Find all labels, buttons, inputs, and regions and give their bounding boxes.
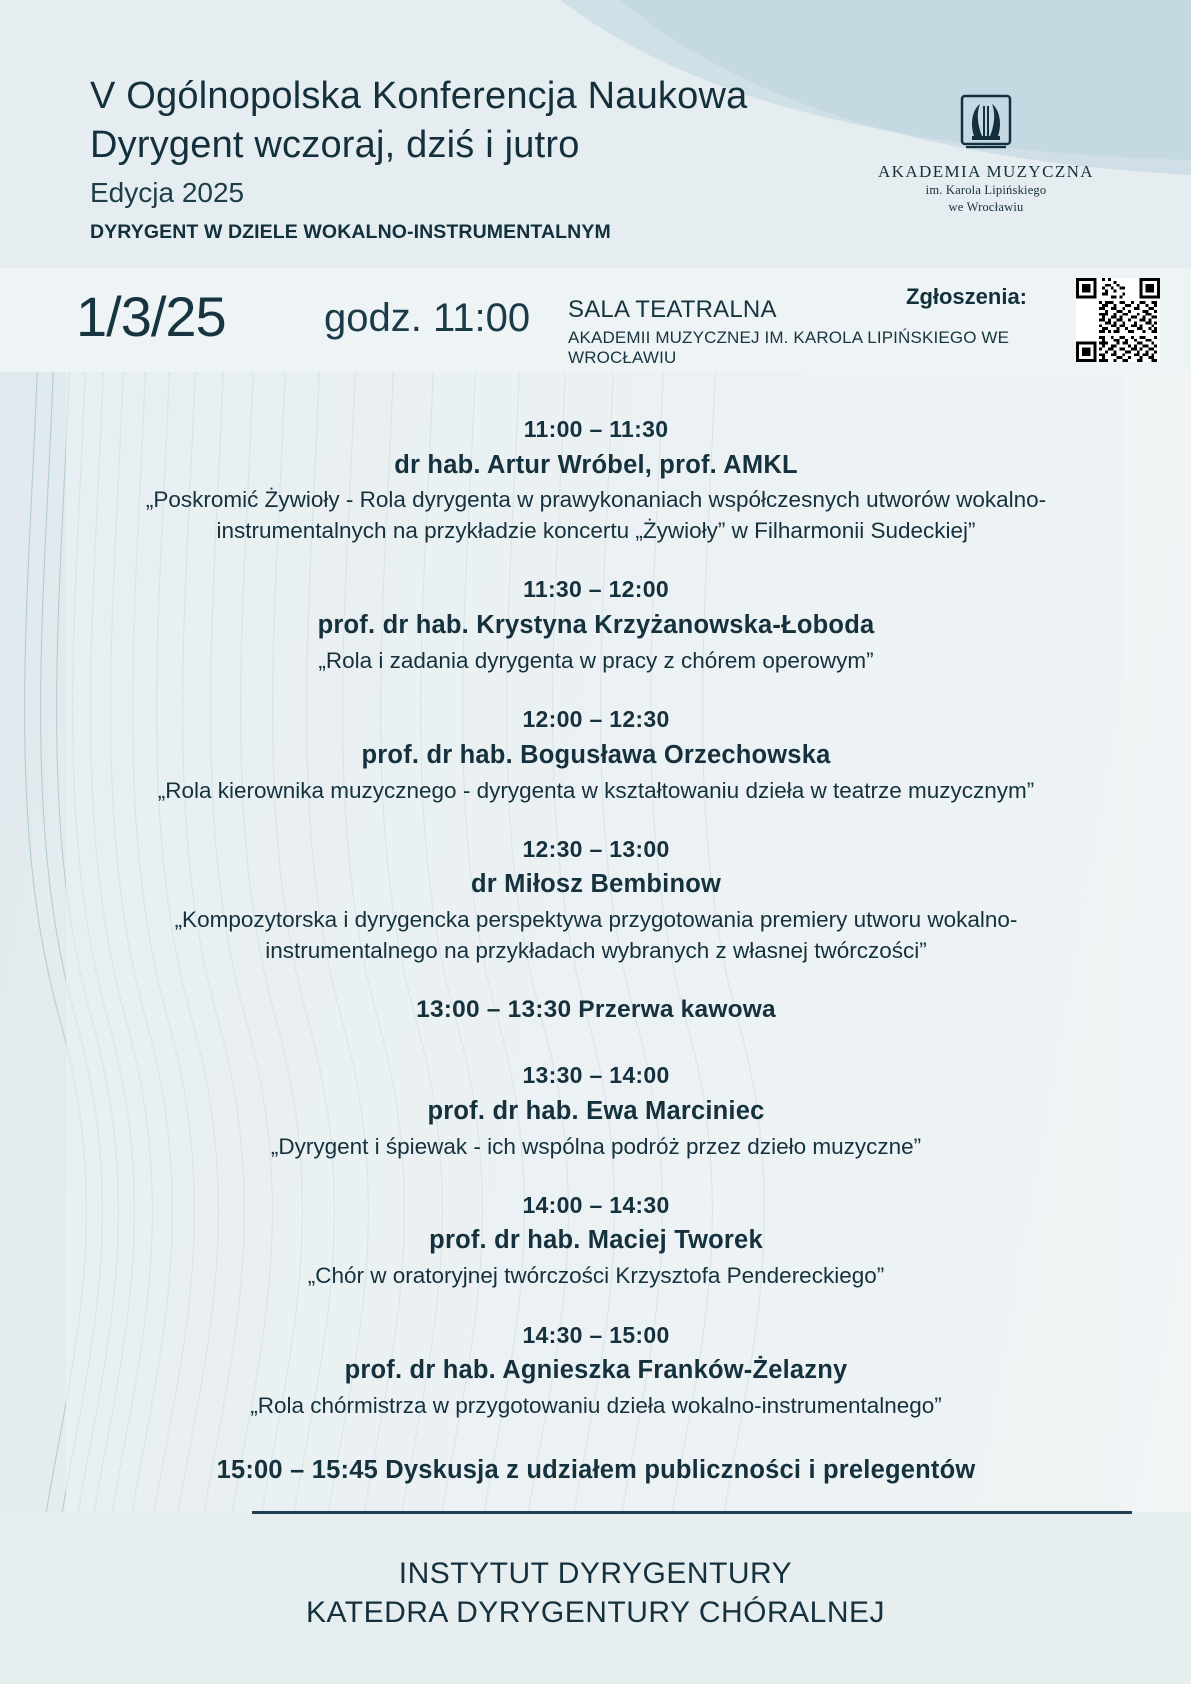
program-topic: „Dyrygent i śpiewak - ich wspólna podróż przez dzieło muzyczne” bbox=[270, 1133, 922, 1159]
program-item bbox=[86, 832, 1106, 966]
program-speaker: dr Miłosz Bembinow bbox=[470, 870, 722, 899]
qr-code-icon[interactable] bbox=[1076, 278, 1160, 362]
footer-department: KATEDRA DYRYGENTURY CHÓRALNEJ bbox=[305, 1596, 886, 1629]
event-date: 1/3/25 bbox=[76, 285, 226, 348]
program-speaker: prof. dr hab. Krystyna Krzyżanowska-Łoboda bbox=[317, 610, 875, 639]
poster-header bbox=[90, 72, 850, 244]
program-break: 13:00 – 13:30 Przerwa kawowa bbox=[416, 996, 776, 1024]
footer-divider bbox=[252, 1511, 1132, 1514]
program-item bbox=[86, 702, 1106, 806]
program-item bbox=[86, 1318, 1106, 1422]
program-time: 11:30 – 12:00 bbox=[523, 576, 669, 603]
program-speaker: prof. dr hab. Bogusława Orzechowska bbox=[361, 740, 831, 769]
academy-name: AKADEMIA MUZYCZNA bbox=[878, 162, 1094, 181]
program-speaker: prof. dr hab. Agnieszka Franków-Żelazny bbox=[344, 1356, 848, 1385]
conference-edition: Edycja 2025 bbox=[90, 177, 245, 209]
program-time: 12:30 – 13:00 bbox=[522, 835, 670, 862]
program-topic: „Rola i zadania dyrygenta w pracy z chórem operowym” bbox=[318, 647, 874, 673]
event-date-row bbox=[76, 284, 1116, 367]
program-time: 13:30 – 14:00 bbox=[522, 1062, 670, 1089]
program-item bbox=[86, 1188, 1106, 1292]
academy-logo bbox=[871, 92, 1101, 216]
academy-patron: im. Karola Lipińskiego bbox=[925, 183, 1047, 197]
program-speaker: prof. dr hab. Ewa Marciniec bbox=[427, 1096, 765, 1125]
conference-title-line2: Dyrygent wczoraj, dziś i jutro bbox=[90, 123, 580, 166]
footer-institute: INSTYTUT DYRYGENTURY bbox=[398, 1557, 793, 1590]
program-topic: „Chór w oratoryjnej twórczości Krzysztofa Pendereckiego” bbox=[307, 1263, 885, 1289]
program-time: 11:00 – 11:30 bbox=[523, 416, 669, 442]
academy-city: we Wrocławiu bbox=[948, 199, 1024, 214]
program-time: 14:30 – 15:00 bbox=[522, 1321, 670, 1348]
program-schedule bbox=[86, 412, 1106, 1485]
program-item bbox=[86, 412, 1106, 546]
program-time: 12:00 – 12:30 bbox=[522, 706, 670, 733]
poster-footer bbox=[0, 1554, 1191, 1632]
lyre-icon bbox=[956, 92, 1016, 156]
venue-name: SALA TEATRALNA bbox=[568, 296, 777, 323]
program-topic: „Rola kierownika muzycznego - dyrygenta w kształtowaniu dzieła w teatrze muzycznym” bbox=[157, 777, 1035, 803]
program-item bbox=[86, 1058, 1106, 1162]
program-topic: „Poskromić Żywioły - Rola dyrygenta w prawykonaniach współczesnych utworów wokalno-instrumentalnych na przykładzie koncertu „Żywioły” w Filharmonii Sudeckiej” bbox=[145, 487, 1047, 543]
program-topic: „Rola chórmistrza w przygotowaniu dzieła wokalno-instrumentalnego” bbox=[250, 1393, 942, 1419]
conference-title-line1: V Ogólnopolska Konferencja Naukowa bbox=[90, 75, 748, 117]
program-speaker: dr hab. Artur Wróbel, prof. AMKL bbox=[394, 450, 798, 479]
program-item bbox=[86, 572, 1106, 676]
event-hour: godz. 11:00 bbox=[324, 296, 531, 340]
program-topic: „Kompozytorska i dyrygencka perspektywa przygotowania premiery utworu wokalno-instrumentalnego na przykładach wybranych z własnej twórczości” bbox=[174, 907, 1018, 963]
program-speaker: prof. dr hab. Maciej Tworek bbox=[429, 1226, 763, 1255]
program-discussion: 15:00 – 15:45 Dyskusja z udziałem publiczności i prelegentów bbox=[216, 1455, 976, 1484]
conference-subtitle: DYRYGENT W DZIELE WOKALNO-INSTRUMENTALNYM bbox=[90, 221, 611, 244]
program-time: 14:00 – 14:30 bbox=[522, 1191, 670, 1218]
venue-institution: AKADEMII MUZYCZNEJ IM. KAROLA LIPIŃSKIEGO WE WROCŁAWIU bbox=[568, 328, 1010, 367]
signup-label: Zgłoszenia: bbox=[906, 284, 1028, 309]
